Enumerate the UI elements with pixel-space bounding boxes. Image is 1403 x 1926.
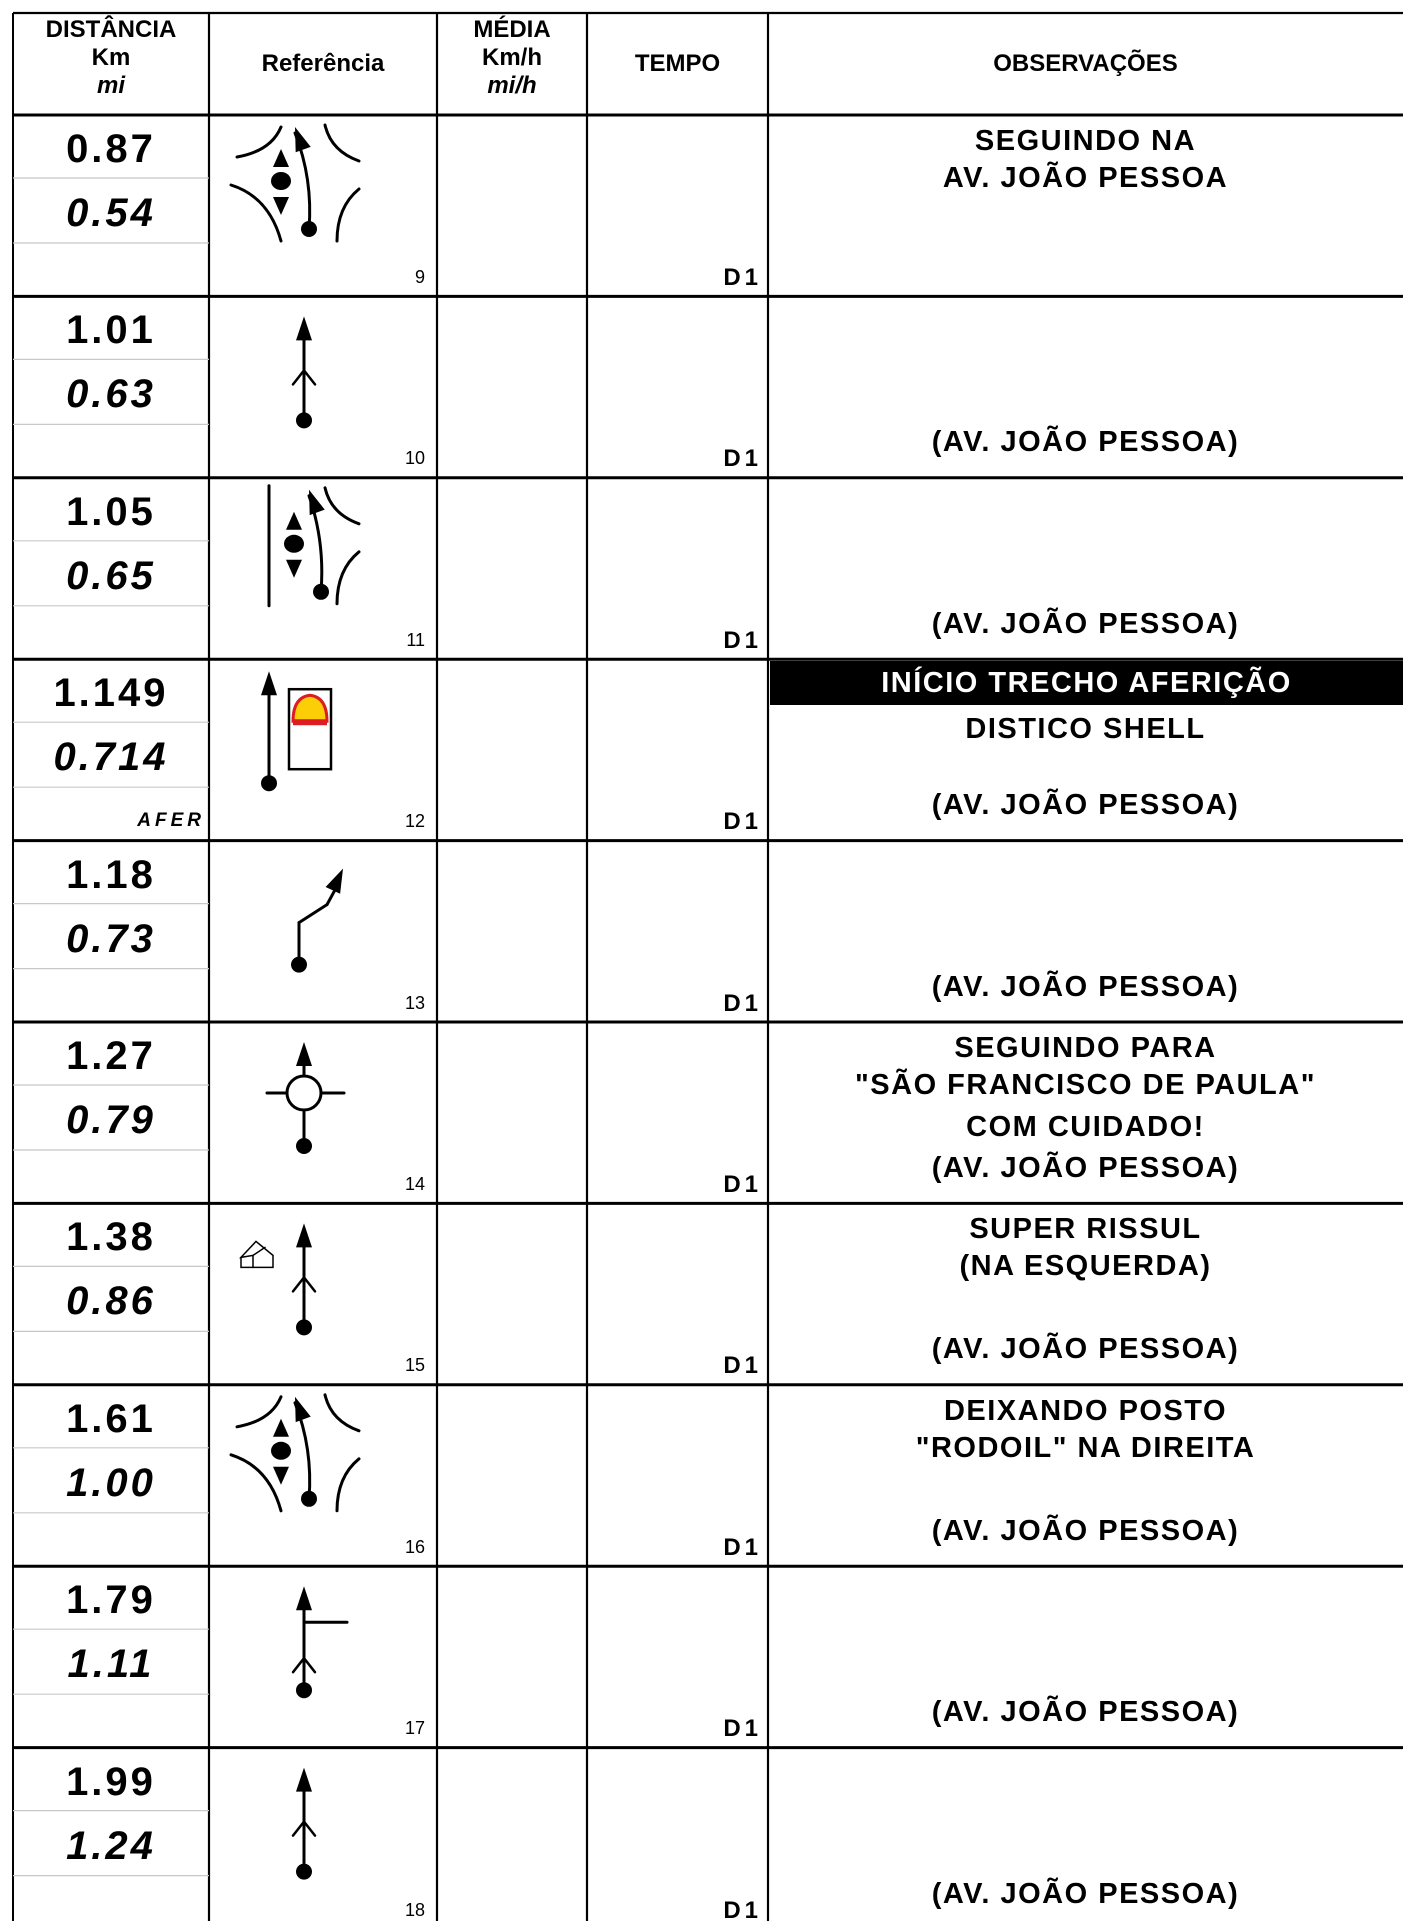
distance-mi: 0.65 xyxy=(66,553,156,598)
observation-banner: INÍCIO TRECHO AFERIÇÃO xyxy=(770,661,1403,705)
straight-fork-icon xyxy=(293,1768,315,1880)
distance-km: 1.38 xyxy=(66,1215,156,1260)
reference-number: 15 xyxy=(404,1355,425,1376)
tempo-value: D1 xyxy=(723,1715,762,1743)
reference-number: 18 xyxy=(404,1899,425,1920)
reference-number: 14 xyxy=(404,1174,425,1194)
header-media-line: MÉDIA xyxy=(473,16,551,43)
observation-line: "SÃO FRANCISCO DE PAULA" xyxy=(855,1069,1316,1101)
distance-mi: 0.73 xyxy=(66,916,156,961)
observation-line: (AV. JOÃO PESSOA) xyxy=(931,1514,1240,1547)
tempo-value: D1 xyxy=(723,808,762,836)
tempo-value: D1 xyxy=(723,1171,762,1198)
tempo-value: D1 xyxy=(723,445,762,473)
tempo-value: D1 xyxy=(723,626,762,654)
header-distancia-line: Km xyxy=(91,44,131,71)
reference-number: 11 xyxy=(406,629,425,650)
reference-number: 13 xyxy=(404,992,425,1013)
observation-line: (AV. JOÃO PESSOA) xyxy=(931,789,1240,822)
distance-km: 1.18 xyxy=(66,852,156,897)
observation-line: SEGUINDO PARA xyxy=(954,1032,1217,1064)
header-distancia-line: mi xyxy=(96,72,125,99)
header-tempo: TEMPO xyxy=(634,50,721,77)
reference-number: 16 xyxy=(404,1536,425,1557)
observation-line: SEGUINDO NA xyxy=(974,125,1197,157)
house-left-straight-icon xyxy=(241,1223,315,1335)
straight-fork-icon xyxy=(293,316,315,428)
distance-km: 1.27 xyxy=(66,1034,156,1078)
observation-line: DEIXANDO POSTO xyxy=(943,1394,1228,1427)
observation-line: DISTICO SHELL xyxy=(965,713,1206,746)
distance-km: 1.05 xyxy=(66,489,156,534)
distance-mi: 0.54 xyxy=(66,191,156,235)
distance-km: 1.61 xyxy=(66,1396,156,1441)
observation-line: "RODOIL" NA DIREITA xyxy=(915,1431,1256,1464)
distance-mi: 0.714 xyxy=(53,735,169,780)
distance-mi: 1.24 xyxy=(66,1823,156,1868)
header-distancia-line: DISTÂNCIA xyxy=(45,16,177,43)
reference-number: 10 xyxy=(404,448,425,469)
reference-number: 12 xyxy=(404,811,425,832)
header-observacoes: OBSERVAÇÕES xyxy=(993,50,1178,77)
distance-km: 1.99 xyxy=(66,1759,156,1804)
afer-marker: AFER xyxy=(137,810,205,832)
observation-line: (AV. JOÃO PESSOA) xyxy=(931,1696,1240,1729)
roundabout-junction-icon xyxy=(231,125,359,241)
observation-line: (AV. JOÃO PESSOA) xyxy=(931,1152,1240,1184)
header-referencia: Referência xyxy=(261,50,385,77)
straight-right-branch-icon xyxy=(293,1586,347,1698)
tempo-value: D1 xyxy=(723,1352,762,1380)
tempo-value: D1 xyxy=(723,264,762,291)
distance-mi: 1.00 xyxy=(66,1460,156,1505)
distance-mi: 1.11 xyxy=(67,1642,155,1687)
divided-junction-icon xyxy=(269,486,359,606)
observation-line: (AV. JOÃO PESSOA) xyxy=(931,1333,1240,1366)
header-media-line: mi/h xyxy=(487,72,537,99)
observation-line: (AV. JOÃO PESSOA) xyxy=(931,970,1240,1003)
reference-number: 17 xyxy=(404,1718,425,1739)
roundabout-junction-icon xyxy=(231,1395,359,1511)
distance-km: 1.79 xyxy=(66,1578,156,1623)
observation-line: SUPER RISSUL xyxy=(969,1213,1202,1246)
distance-km: 1.149 xyxy=(53,671,169,716)
observation-line: (AV. JOÃO PESSOA) xyxy=(931,426,1240,459)
observation-line: AV. JOÃO PESSOA xyxy=(942,162,1229,194)
observation-line: COM CUIDADO! xyxy=(966,1111,1205,1143)
distance-mi: 0.86 xyxy=(66,1279,156,1324)
reference-number: 9 xyxy=(414,267,425,287)
tempo-value: D1 xyxy=(723,1533,762,1561)
tempo-value: D1 xyxy=(723,989,762,1017)
distance-km: 0.87 xyxy=(66,127,156,171)
observation-line: (AV. JOÃO PESSOA) xyxy=(931,1877,1240,1910)
distance-mi: 0.63 xyxy=(66,372,156,417)
shell-station-icon xyxy=(261,671,331,791)
tempo-value: D1 xyxy=(723,1896,762,1924)
distance-km: 1.01 xyxy=(66,308,156,353)
distance-mi: 0.79 xyxy=(66,1098,156,1142)
circle-crossroad-icon xyxy=(267,1042,344,1154)
observation-line: (AV. JOÃO PESSOA) xyxy=(931,607,1240,640)
bear-right-icon xyxy=(291,869,343,973)
header-media-line: Km/h xyxy=(482,44,542,71)
observation-line: (NA ESQUERDA) xyxy=(959,1250,1212,1283)
